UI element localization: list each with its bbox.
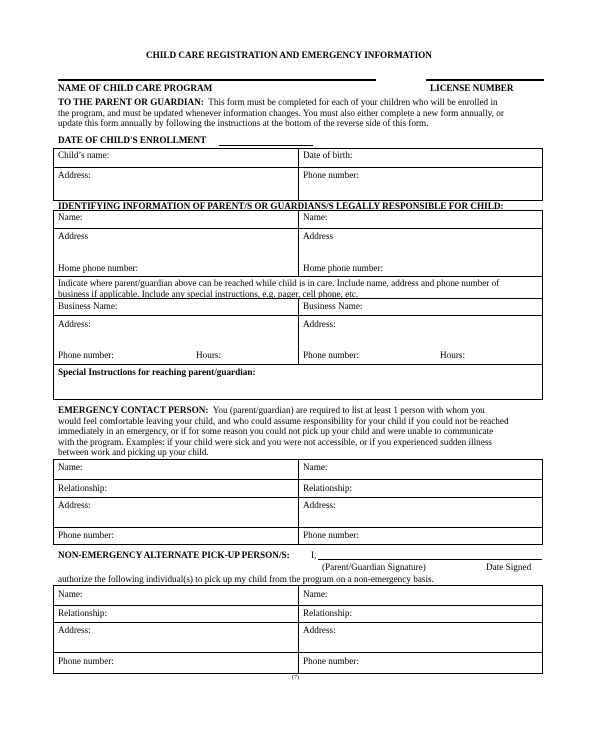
pickup2-relationship-field[interactable]: Relationship: bbox=[303, 608, 352, 618]
intro-line1: This form must be completed for each of your children who will be enrolled in bbox=[208, 97, 498, 107]
divider bbox=[298, 210, 299, 276]
parents-instr-line1: Indicate where parent/guardian above can be reached while child is in care. Include name, address and phone number of bbox=[58, 278, 500, 288]
enrollment-date-line[interactable] bbox=[219, 145, 313, 146]
emergency2-phone-field[interactable]: Phone number: bbox=[303, 530, 359, 540]
emergency-lead: EMERGENCY CONTACT PERSON: bbox=[58, 405, 209, 415]
parent1-name-field[interactable]: Name: bbox=[58, 212, 83, 222]
divider bbox=[298, 585, 299, 674]
page-number: (7) bbox=[292, 675, 299, 681]
divider bbox=[298, 459, 299, 545]
emergency2-name-field[interactable]: Name: bbox=[303, 462, 328, 472]
license-number-line[interactable] bbox=[426, 79, 544, 81]
pickup1-phone-field[interactable]: Phone number: bbox=[58, 656, 114, 666]
pickup1-address-field[interactable]: Address: bbox=[58, 625, 91, 635]
intro-line3: update this form annually by following the instructions at the bottom of the reverse side of this form. bbox=[58, 118, 429, 129]
parent1-home-phone-field[interactable]: Home phone number: bbox=[58, 263, 139, 273]
emergency-line3: immediately in an emergency, or if for some reason you could not pick up your child and were unable to communicate bbox=[58, 426, 494, 437]
emergency1-address-field[interactable]: Address: bbox=[58, 500, 91, 510]
program-name-line[interactable] bbox=[58, 79, 376, 81]
emergency2-relationship-field[interactable]: Relationship: bbox=[303, 483, 352, 493]
date-of-birth-field[interactable]: Date of birth: bbox=[303, 150, 353, 160]
special-instructions-field[interactable]: Special Instructions for reaching parent/guardian: bbox=[58, 367, 256, 377]
parent1-business-phone-field[interactable]: Phone number: bbox=[58, 350, 114, 360]
child-name-field[interactable]: Child’s name: bbox=[58, 150, 110, 160]
pickup1-relationship-field[interactable]: Relationship: bbox=[58, 608, 107, 618]
intro-paragraph bbox=[58, 97, 544, 129]
intro-lead: TO THE PARENT OR GUARDIAN: bbox=[58, 97, 204, 107]
parent1-hours-field[interactable]: Hours: bbox=[196, 350, 222, 360]
pickup1-name-field[interactable]: Name: bbox=[58, 589, 83, 599]
date-signed-label: Date Signed bbox=[486, 562, 532, 572]
intro-line2: the program, and must be updated whenever information changes. You must also either complete a new form annually, or bbox=[58, 107, 504, 118]
parent1-business-name-field[interactable]: Business Name: bbox=[58, 301, 118, 311]
program-label: NAME OF CHILD CARE PROGRAM bbox=[58, 83, 213, 93]
parents-instructions bbox=[58, 278, 540, 299]
parents-heading: IDENTIFYING INFORMATION OF PARENT/S OR GUARDIANS/S LEGALLY RESPONSIBLE FOR CHILD: bbox=[58, 201, 504, 211]
divider bbox=[53, 276, 543, 277]
parent2-business-address-field[interactable]: Address: bbox=[303, 319, 336, 329]
emergency-line4: with the program. Examples: if your child were sick and you were not accessible, or if you experienced sudden illness bbox=[58, 436, 492, 447]
emergency2-address-field[interactable]: Address: bbox=[303, 500, 336, 510]
license-label: LICENSE NUMBER bbox=[430, 83, 514, 93]
authorize-text: authorize the following individual(s) to pick up my child from the program on a non-emergency basis. bbox=[58, 574, 434, 584]
emergency1-name-field[interactable]: Name: bbox=[58, 462, 83, 472]
child-address-field[interactable]: Address: bbox=[58, 170, 91, 180]
divider bbox=[298, 148, 299, 201]
parent1-business-address-field[interactable]: Address: bbox=[58, 319, 91, 329]
emergency-line1: You (parent/guardian) are required to list at least 1 person with whom you bbox=[212, 405, 485, 415]
pickup-heading: NON-EMERGENCY ALTERNATE PICK-UP PERSON/S: bbox=[58, 550, 290, 560]
parent2-hours-field[interactable]: Hours: bbox=[440, 350, 466, 360]
pickup2-name-field[interactable]: Name: bbox=[303, 589, 328, 599]
signature-line[interactable] bbox=[318, 559, 542, 560]
parent2-business-phone-field[interactable]: Phone number: bbox=[303, 350, 359, 360]
pickup2-address-field[interactable]: Address: bbox=[303, 625, 336, 635]
parent1-address-field[interactable]: Address bbox=[58, 231, 89, 241]
form-title: CHILD CARE REGISTRATION AND EMERGENCY INFORMATION bbox=[146, 50, 432, 60]
emergency-paragraph bbox=[58, 405, 542, 458]
parent2-address-field[interactable]: Address bbox=[303, 231, 334, 241]
divider bbox=[298, 298, 299, 364]
signature-label: (Parent/Guardian Signature) bbox=[322, 562, 426, 572]
pickup2-phone-field[interactable]: Phone number: bbox=[303, 656, 359, 666]
pickup-i-label: I, bbox=[311, 550, 317, 560]
emergency1-phone-field[interactable]: Phone number: bbox=[58, 530, 114, 540]
divider bbox=[53, 364, 543, 365]
emergency-line2: would feel comfortable leaving your child, and who could assume responsibility for your child if you could not be reached bbox=[58, 415, 509, 426]
child-phone-field[interactable]: Phone number: bbox=[303, 170, 359, 180]
emergency-line5: between work and picking up your child. bbox=[58, 447, 209, 458]
parent2-name-field[interactable]: Name: bbox=[303, 212, 328, 222]
parent2-home-phone-field[interactable]: Home phone number: bbox=[303, 263, 384, 273]
emergency1-relationship-field[interactable]: Relationship: bbox=[58, 483, 107, 493]
parents-instr-line2: business if applicable. Include any special instructions, e.g. pager, cell phone, etc. bbox=[58, 288, 359, 299]
parent2-business-name-field[interactable]: Business Name: bbox=[303, 301, 363, 311]
enrollment-label: DATE OF CHILD'S ENROLLMENT bbox=[58, 135, 207, 145]
